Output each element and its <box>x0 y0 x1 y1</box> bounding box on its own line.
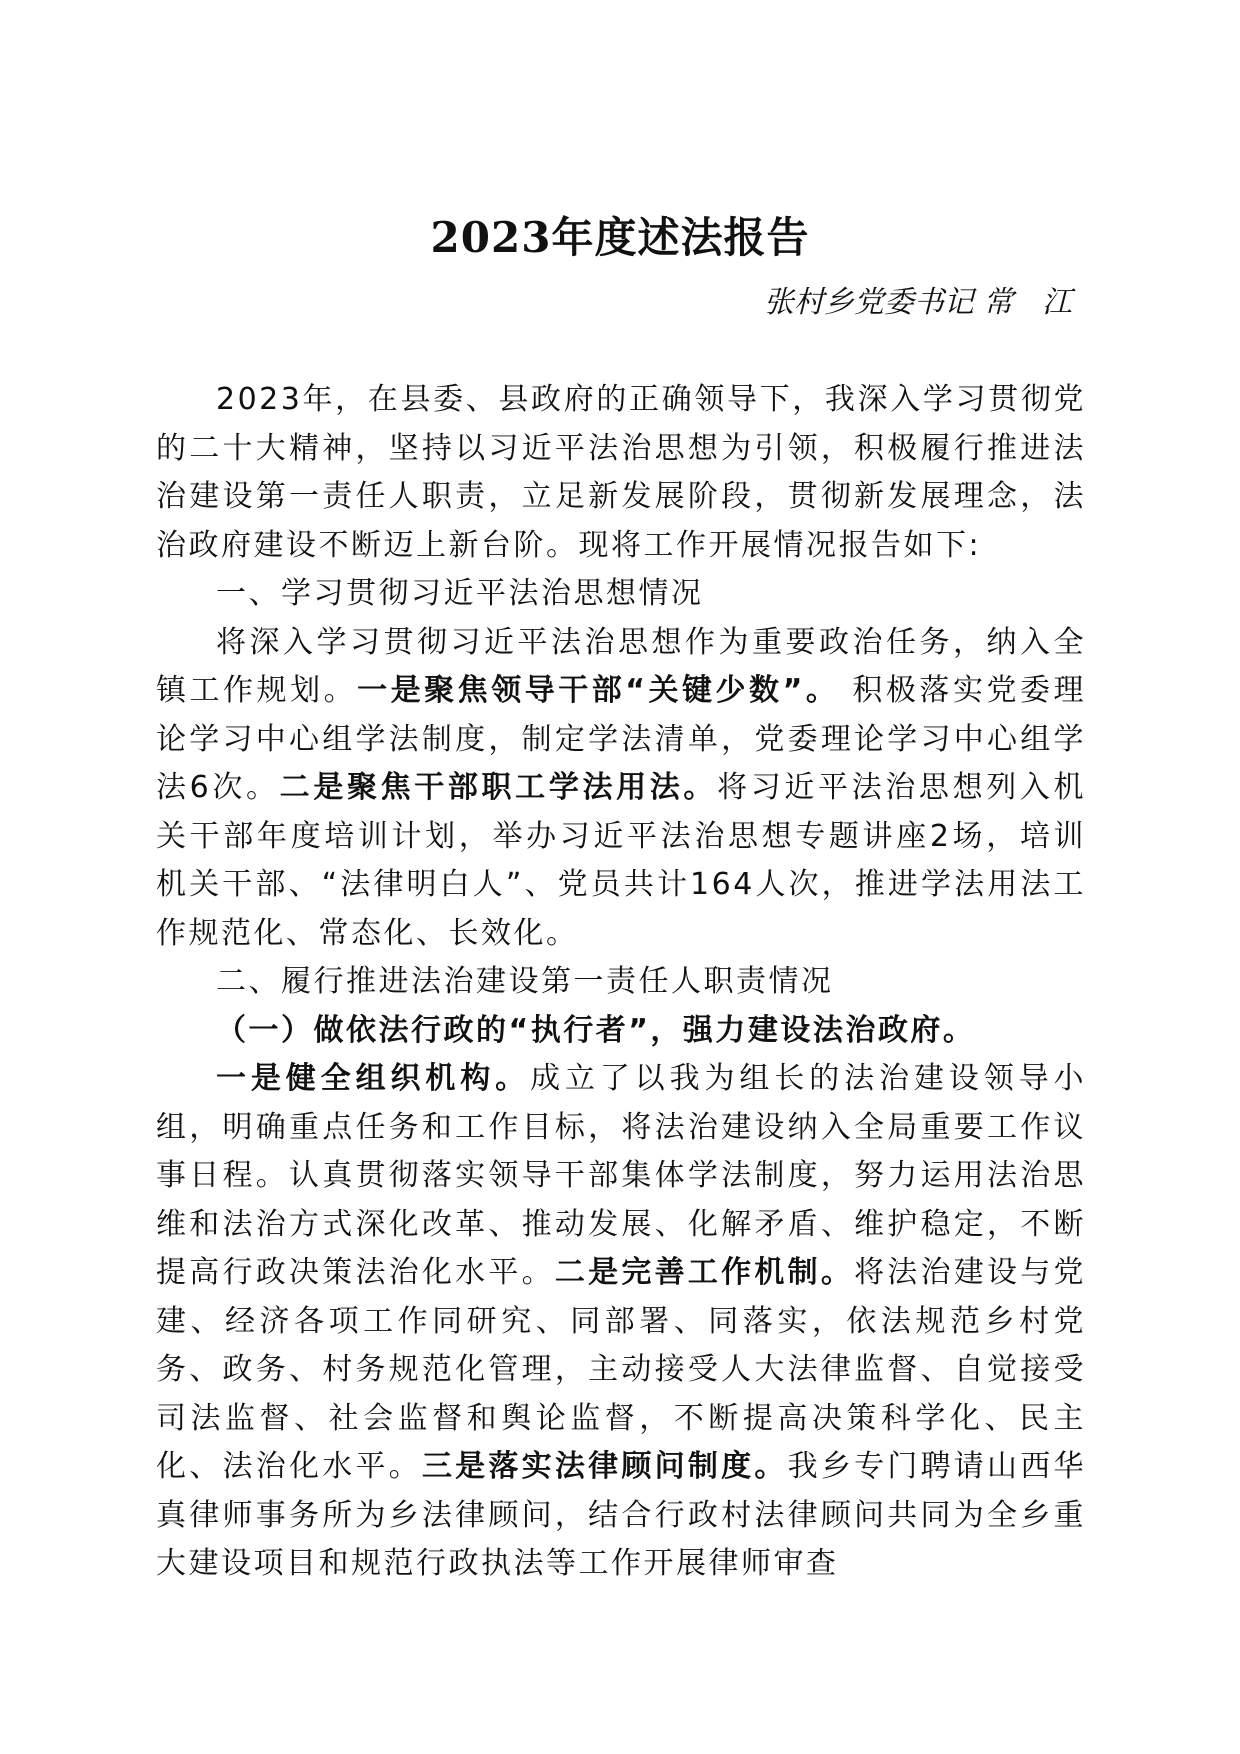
section-2-paragraph <box>156 1055 1086 1589</box>
section-1-heading: 一、学习贯彻习近平法治思想情况 <box>216 576 704 611</box>
document-title: 2023年度述法报告 <box>430 213 810 262</box>
section-2-text-3: 我乡专门聘请山西华真律师事务所为乡法律顾问，结合行政村法律顾问共同为全乡重大建设项目和规范行政执法等工作开展律师审查 <box>156 1449 1087 1581</box>
section-2-point-3: 三是落实法律顾问制度。 <box>421 1449 788 1484</box>
intro-paragraph: 2023年，在县委、县政府的正确领导下，我深入学习贯彻党的二十大精神，坚持以习近平法治思想为引领，积极履行推进法治建设第一责任人职责，立足新发展阶段，贯彻新发展理念，法治政府建设不断迈上新台阶。现将工作开展情况报告如下: <box>156 382 1086 563</box>
section-1-paragraph <box>156 619 1086 959</box>
author-line: 张村乡党委书记 常 江 <box>763 285 1072 320</box>
section-2-point-1: 一是健全组织机构。 <box>216 1061 531 1096</box>
section-1-text-start: 将深入学习贯彻习近平法治思想作为重要政治任务，纳入全镇工作规划。 <box>156 624 1086 708</box>
section-2-text-2: 将法治建设与党建、经济各项工作同研究、同部署、同落实，依法规范乡村党务、政务、村务规范化管理，主动接受人大法律监督、自觉接受司法监督、社会监督和舆论监督，不断提高决策科学化、民主化、法治化水平。 <box>156 1255 1087 1484</box>
section-1-text-end: 将习近平法治思想列入机关干部年度培训计划，举办习近平法治思想专题讲座2场，培训机关干部、“法律明白人”、党员共计164人次，推进学法用法工作规范化、常态化、长效化。 <box>156 770 1087 951</box>
section-2-point-2: 二是完善工作机制。 <box>554 1255 855 1290</box>
section-1-point-2: 二是聚焦干部职工学法用法。 <box>279 770 718 805</box>
section-2-text-1: 成立了以我为组长的法治建设领导小组，明确重点任务和工作目标，将法治建设纳入全局重要工作议事日程。认真贯彻落实领导干部集体学法制度，努力运用法治思维和法治方式深化改革、推动发展、化解矛盾、维护稳定，不断提高行政决策法治化水平。 <box>156 1061 1086 1290</box>
section-1-text-mid: 积极落实党委理论学习中心组学法制度，制定学法清单，党委理论学习中心组学法6次。 <box>156 673 1087 805</box>
section-2-heading: 二、履行推进法治建设第一责任人职责情况 <box>216 964 834 999</box>
section-2-subheading: （一）做依法行政的“执行者”，强力建设法治政府。 <box>216 1012 976 1048</box>
section-1-point-1: 一是聚焦领导干部“关键少数”。 <box>357 673 840 708</box>
document-body <box>156 376 1086 1589</box>
